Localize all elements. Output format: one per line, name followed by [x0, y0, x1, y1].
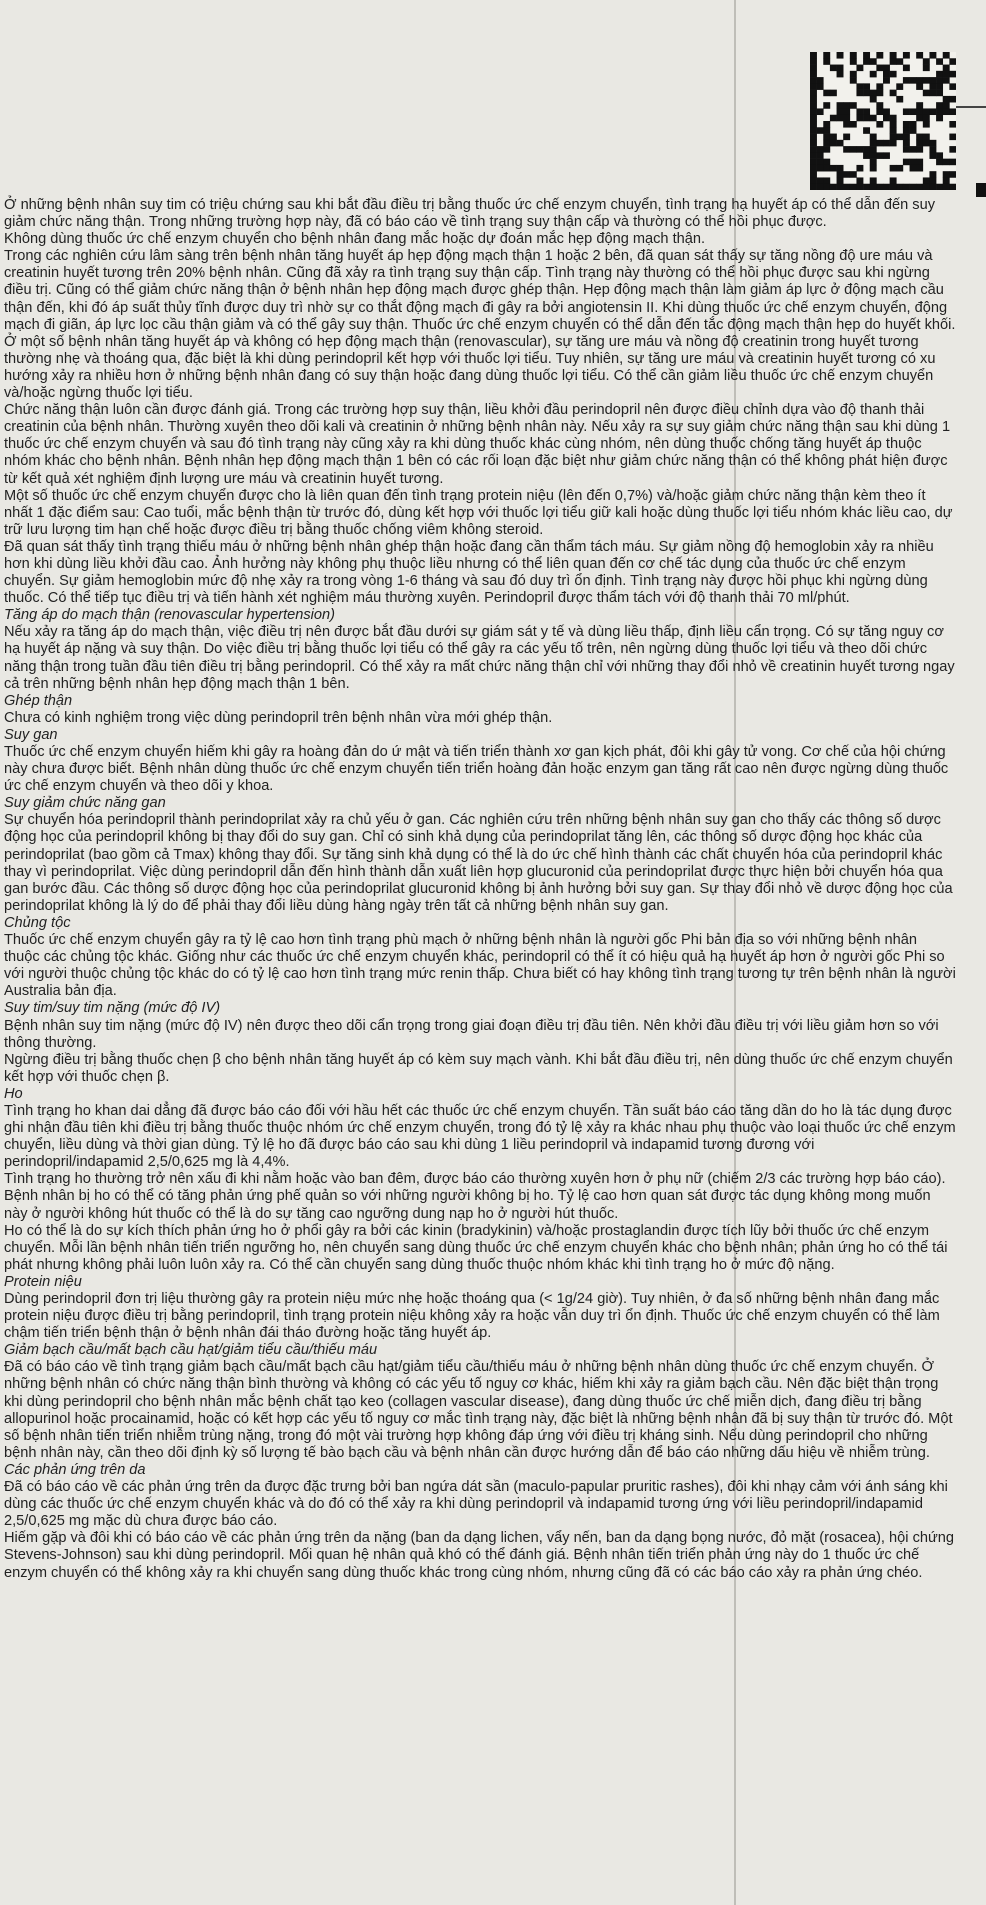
body-paragraph: Tình trạng ho khan dai dẳng đã được báo cáo đối với hầu hết các thuốc ức chế enzym chuyển. Tần suất báo cáo tăng dần do ho là tác dụng được ghi nhận đầu tiên khi điều trị bằng thuốc thuộc nhóm ức chế enzym chuyển, trong đó tỷ lệ xảy ra khác nhau phụ thuộc vào loại thuốc ức chế enzym chuyển, liều dùng và thời gian dùng. Tỷ lệ ho đã được báo cáo sau khi dùng 1 liều perindopril và indapamid tương đương với perindopril/indapamid 2,5/0,625 mg là 4,4%. [4, 1102, 956, 1171]
body-paragraph: Chưa có kinh nghiệm trong việc dùng perindopril trên bệnh nhân vừa mới ghép thận. [4, 709, 553, 726]
body-paragraph: Đã quan sát thấy tình trạng thiếu máu ở những bệnh nhân ghép thận hoặc đang cần thẩm tách máu. Sự giảm nồng độ hemoglobin xảy ra nhiều hơn khi dùng liều khởi đầu cao. Ảnh hưởng này không phụ thuộc liều nhưng có thể liên quan đến cơ chế tác dụng của thuốc ức chế enzym chuyển. Sự giảm hemoglobin mức độ nhẹ xảy ra trong vòng 1-6 tháng và sau đó duy trì ổn định. Tình trạng này được hồi phục khi ngừng dùng thuốc. Có thể tiếp tục điều trị và tiến hành xét nghiệm máu thường xuyên. Perindopril được thẩm tách với độ thanh thải 70 ml/phút. [4, 538, 934, 607]
body-paragraph: Đã có báo cáo về các phản ứng trên da được đặc trưng bởi ban ngứa dát sần (maculo-papular pruritic rashes), đôi khi nhạy cảm với ánh sáng khi dùng các thuốc ức chế enzym chuyển khác và do đó có thể xảy ra khi dùng perindopril và indapamid tương ứng với liều perindopril/indapamid 2,5/0,625 mg mặc dù chưa được báo cáo. [4, 1479, 948, 1530]
body-paragraph: Ngừng điều trị bằng thuốc chẹn β cho bệnh nhân tăng huyết áp có kèm suy mạch vành. Khi bắt đầu điều trị, nên dùng thuốc ức chế enzym chuyển kết hợp với thuốc chẹn β. [4, 1051, 953, 1085]
section-heading: Protein niệu [4, 1273, 82, 1290]
section-heading: Ho [4, 1085, 23, 1102]
body-paragraph: Dùng perindopril đơn trị liệu thường gây ra protein niệu mức nhẹ hoặc thoáng qua (< 1g/24 giờ). Tuy nhiên, ở đa số những bệnh nhân đang mắc protein niệu được điều trị bằng perindopril, tình trạng protein niệu không xảy ra hoặc vẫn duy trì ổn định. Thuốc ức chế enzym chuyển có thể làm chậm tiến triển bệnh thận ở bệnh nhân đái tháo đường hoặc tăng huyết áp. [4, 1291, 940, 1342]
body-paragraph: Thuốc ức chế enzym chuyển gây ra tỷ lệ cao hơn tình trạng phù mạch ở những bệnh nhân là người gốc Phi bản địa so với những bệnh nhân thuộc các chủng tộc khác. Giống như các thuốc ức chế enzym chuyển khác, perindopril có thể ít có hiệu quả hạ huyết áp hơn ở người gốc Phi so với người thuộc chủng tộc khác do có tỷ lệ cao hơn tình trạng mức renin thấp. Chưa biết có hay không tình trạng tương tự trên bệnh nhân là người Australia bản địa. [4, 932, 956, 1000]
body-paragraph: Ho có thể là do sự kích thích phản ứng ho ở phổi gây ra bởi các kinin (bradykinin) và/hoặc prostaglandin được tích lũy bởi thuốc ức chế enzym chuyển. Mỗi lần bệnh nhân tiến triển ngưỡng ho, nên chuyển sang dùng thuốc ức chế enzym chuyển khác cho bệnh nhân; phản ứng ho có thể tái phát nhưng không phải luôn luôn xảy ra. Có thể cần chuyển sang dùng thuốc thuộc nhóm khác khi tình trạng ho ở mức độ nặng. [4, 1222, 948, 1273]
body-paragraph: Một số thuốc ức chế enzym chuyển được cho là liên quan đến tình trạng protein niệu (lên đến 0,7%) và/hoặc giảm chức năng thận kèm theo ít nhất 1 đặc điểm sau: Cao tuổi, mắc bệnh thận từ trước đó, dùng kết hợp với thuốc lợi tiểu giữ kali hoặc dùng thuốc lợi tiểu nhóm khác liều cao, dự trữ lưu lượng tim hạn chế hoặc được điều trị bằng thuốc chống viêm không steroid. [4, 487, 953, 538]
body-paragraph: Hiếm gặp và đôi khi có báo cáo về các phản ứng trên da nặng (ban da dạng lichen, vẩy nến, ban da dạng bọng nước, đỏ mặt (rosacea), hội chứng Stevens-Johnson) sau khi dùng perindopril. Mối quan hệ nhân quả khó có thể đánh giá. Bệnh nhân tiến triển phản ứng này do 1 thuốc ức chế enzym chuyển có thể không xảy ra khi chuyển sang dùng thuốc khác trong cùng nhóm, nhưng cũng đã có các báo cáo xảy ra phản ứng chéo. [4, 1530, 954, 1581]
body-paragraph: Ở một số bệnh nhân tăng huyết áp và không có hẹp động mạch thận (renovascular), sự tăng ure máu và nồng độ creatinin trong huyết tương thường nhẹ và thoáng qua, đặc biệt là khi dùng perindopril kết hợp với thuốc lợi tiểu. Tuy nhiên, sự tăng ure máu và creatinin huyết tương có xu hướng xảy ra nhiều hơn ở những bệnh nhân đang có suy thận hoặc đang dùng thuốc lợi tiểu. Có thể cần giảm liều thuốc ức chế enzym chuyển và/hoặc ngừng thuốc lợi tiểu. [4, 333, 936, 402]
body-paragraph: Đã có báo cáo về tình trạng giảm bạch cầu/mất bạch cầu hạt/giảm tiểu cầu/thiếu máu ở những bệnh nhân dùng thuốc ức chế enzym chuyển. Ở những bệnh nhân có chức năng thận bình thường và không có các yếu tố nguy cơ khác, hiếm khi xảy ra giảm bạch cầu. Nên đặc biệt thận trọng khi dùng perindopril cho bệnh nhân mắc bệnh chất tạo keo (collagen vascular disease), đang dùng thuốc ức chế miễn dịch, đang điều trị bằng allopurinol hoặc procainamid, hoặc có kết hợp các yếu tố nguy cơ mắc tình trạng này, đặc biệt là những bệnh nhân đã bị suy thận từ trước đó. Một số bệnh nhân tiến triển nhiễm trùng nặng, trong đó một vài trường hợp không đáp ứng với điều trị kháng sinh. Nếu dùng perindopril cho những bệnh nhân này, cần theo dõi định kỳ số lượng tế bào bạch cầu và bệnh nhân cần được hướng dẫn để báo cáo những dấu hiệu về nhiễm trùng. [4, 1359, 953, 1461]
section-heading: Các phản ứng trên da [4, 1461, 146, 1478]
section-heading: Suy giảm chức năng gan [4, 795, 166, 812]
body-paragraph: Sự chuyển hóa perindopril thành perindoprilat xảy ra chủ yếu ở gan. Các nghiên cứu trên những bệnh nhân suy gan cho thấy các thông số dược động học của perindopril không bị thay đổi do suy gan. Chỉ có sinh khả dụng của perindoprilat tăng lên, các thông số dược động học khác của perindoprilat (bao gồm cả Tmax) không thay đổi. Sự tăng sinh khả dụng có thể là do ức chế hình thành các chất chuyển hóa của perindopril khác thay vì perindoprilat. Việc dùng perindopril dẫn đến hình thành dẫn xuất liên hợp glucuronid của perindoprilat được thực hiện bởi chuyển hóa qua gan bước đầu. Các thông số dược động học của perindoprilat glucuronid không bị ảnh hưởng bởi suy gan. Sự thay đổi nhỏ về dược động học của perindoprilat không là lý do để phải thay đổi liều dùng hàng ngày trên tất cả những bệnh nhân suy gan. [4, 812, 953, 914]
section-heading: Suy gan [4, 726, 58, 743]
edge-line [956, 106, 986, 108]
body-paragraph: Thuốc ức chế enzym chuyển hiếm khi gây ra hoàng đản do ứ mật và tiến triển thành xơ gan kịch phát, đôi khi gây tử vong. Cơ chế của hội chứng này chưa được biết. Bệnh nhân dùng thuốc ức chế enzym chuyển tiến triển hoàng đản hoặc enzym gan tăng rất cao nên được ngừng dùng thuốc ức chế enzym chuyển và theo dõi y khoa. [4, 744, 949, 795]
section-heading: Ghép thận [4, 692, 73, 709]
section-heading: Suy tim/suy tim nặng (mức độ IV) [4, 1000, 221, 1017]
edge-mark [976, 183, 986, 197]
body-paragraph: Bệnh nhân suy tim nặng (mức độ IV) nên được theo dõi cẩn trọng trong giai đoạn điều trị đầu tiên. Nên khởi đầu điều trị với liều giảm hơn so với thông thường. [4, 1017, 939, 1051]
document-body [4, 197, 956, 1582]
body-paragraph: Trong các nghiên cứu lâm sàng trên bệnh nhân tăng huyết áp hẹp động mạch thận 1 hoặc 2 bên, đã quan sát thấy sự tăng nồng độ ure máu và creatinin huyết tương trên 20% bệnh nhân. Cũng đã xảy ra tình trạng suy thận cấp. Tình trạng này thường có thể hồi phục được sau khi ngừng điều trị. Cũng có thể giảm chức năng thận ở bệnh nhân hẹp động mạch được ghép thận. Hẹp động mạch thận làm giảm áp lực ở động mạch cầu thận đến, khi đó áp suất thủy tĩnh được duy trì nhờ sự co thắt động mạch đi gây ra bởi angiotensin II. Khi dùng thuốc ức chế enzym chuyển, động mạch đi giãn, áp lực lọc cầu thận giảm và có thể gây suy thận. Thuốc ức chế enzym chuyển có thể dẫn đến tắc động mạch thận hẹp do huyết khối. [4, 248, 956, 333]
section-heading: Chủng tộc [4, 914, 71, 931]
body-paragraph: Không dùng thuốc ức chế enzym chuyển cho bệnh nhân đang mắc hoặc dự đoán mắc hẹp động mạch thận. [4, 231, 706, 248]
body-paragraph: Tình trạng ho thường trở nên xấu đi khi nằm hoặc vào ban đêm, được báo cáo thường xuyên hơn ở phụ nữ (chiếm 2/3 các trường hợp báo cáo). Bệnh nhân bị ho có thể có tăng phản ứng phế quản so với những người không bị ho. Tỷ lệ cao hơn quan sát được tác dụng không mong muốn này ở người không hút thuốc có thể là do sự tăng cao ngưỡng dung nạp ho ở người hút thuốc. [4, 1171, 946, 1222]
section-heading: Giảm bạch cầu/mất bạch cầu hạt/giảm tiểu cầu/thiếu máu [4, 1342, 378, 1359]
body-paragraph: Nếu xảy ra tăng áp do mạch thận, việc điều trị nên được bắt đầu dưới sự giám sát y tế và dùng liều thấp, định liều cẩn trọng. Có sự tăng nguy cơ hạ huyết áp nặng và suy thận. Do việc điều trị bằng thuốc lợi tiểu có thể gây ra các yếu tố trên, nên ngừng dùng thuốc lợi tiểu và theo dõi chức năng thận trong tuần đầu tiên điều trị bằng perindopril. Có thể xảy ra mất chức năng thận chỉ với những thay đổi nhỏ về creatinin huyết tương ngay cả trên những bệnh nhân hẹp động mạch thận 1 bên. [4, 624, 955, 692]
body-paragraph: Ở những bệnh nhân suy tim có triệu chứng sau khi bắt đầu điều trị bằng thuốc ức chế enzym chuyển, tình trạng hạ huyết áp có thể dẫn đến suy giảm chức năng thận. Trong những trường hợp này, đã có báo cáo về tình trạng suy thận cấp và thường có thể hồi phục được. [4, 197, 936, 231]
datamatrix-code [810, 52, 956, 190]
body-paragraph: Chức năng thận luôn cần được đánh giá. Trong các trường hợp suy thận, liều khởi đầu perindopril nên được điều chỉnh dựa vào độ thanh thải creatinin của bệnh nhân. Thường xuyên theo dõi kali và creatinin ở những bệnh nhân này. Nếu xảy ra sự suy giảm chức năng thận sau khi dùng 1 thuốc ức chế enzym chuyển và sau đó tình trạng này cũng xảy ra khi dùng thuốc khác cùng nhóm, nên dùng thuốc chống tăng huyết áp thuộc nhóm khác cho bệnh nhân. Bệnh nhân hẹp động mạch thận 1 bên có các rối loạn đặc biệt như giảm chức năng thận có thể không phát hiện được từ kết quả xét nghiệm định lượng ure máu và creatinin huyết tương. [4, 402, 951, 487]
section-heading: Tăng áp do mạch thận (renovascular hypertension) [4, 607, 335, 624]
